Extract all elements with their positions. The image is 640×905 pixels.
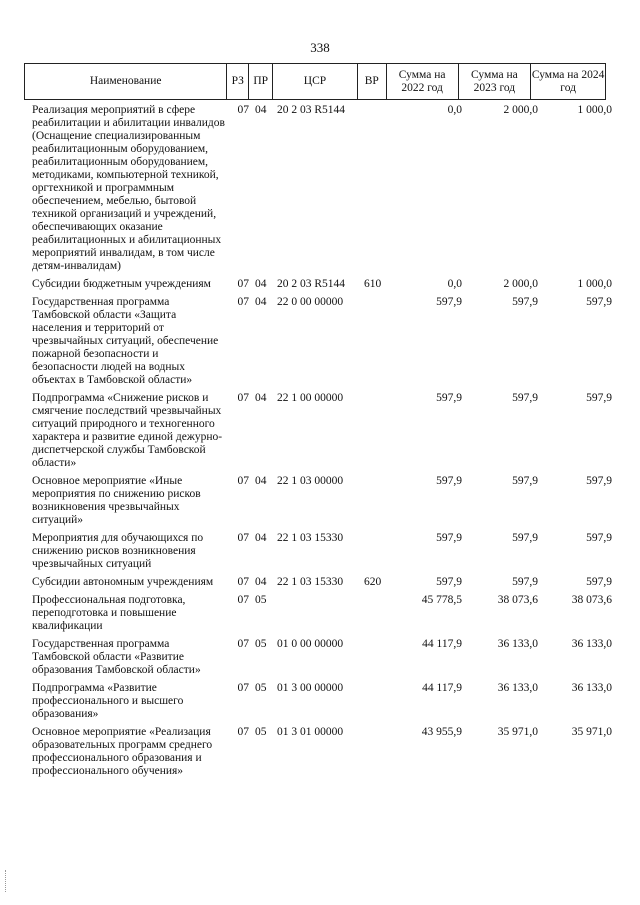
header-vr: ВР bbox=[358, 64, 387, 99]
row-pr: 04 bbox=[255, 278, 267, 290]
row-sum-2023: 2 000,0 bbox=[503, 278, 538, 290]
row-vr bbox=[364, 296, 396, 387]
row-sum-2024: 36 133,0 bbox=[571, 682, 612, 694]
table-row bbox=[24, 576, 624, 589]
row-rz: 07 bbox=[237, 576, 249, 588]
row-sum-2022: 44 117,9 bbox=[422, 638, 462, 650]
row-sum-2024: 597,9 bbox=[586, 576, 612, 588]
row-rz: 07 bbox=[237, 682, 249, 694]
row-sum-2022: 44 117,9 bbox=[422, 682, 462, 694]
row-csr: 22 1 03 00000 bbox=[277, 475, 344, 487]
row-vr bbox=[364, 638, 396, 677]
row-csr: 22 1 03 15330 bbox=[277, 576, 344, 588]
row-sum-2022: 45 778,5 bbox=[421, 594, 462, 606]
row-rz: 07 bbox=[237, 296, 249, 308]
table-row bbox=[24, 532, 624, 571]
row-csr: 01 3 01 00000 bbox=[277, 726, 344, 738]
header-sum-2022: Сумма на 2022 год bbox=[387, 64, 459, 99]
row-sum-2023: 597,9 bbox=[512, 576, 538, 588]
table-header bbox=[24, 63, 606, 100]
row-vr: 620 bbox=[364, 576, 382, 588]
row-sum-2022: 43 955,9 bbox=[421, 726, 462, 738]
row-name: Субсидии автономным учреждениям bbox=[32, 576, 214, 588]
row-name: Основное мероприятие «Иные мероприятия по снижению рисков возникновения чрезвычайных ситуаций» bbox=[32, 475, 201, 526]
row-rz: 07 bbox=[237, 638, 249, 650]
row-name: Подпрограмма «Снижение рисков и смягчение последствий чрезвычайных ситуаций природного и техногенного характера и развитие единой дежурно-диспетчерской службы Тамбовской области» bbox=[32, 392, 223, 469]
header-name: Наименование bbox=[25, 64, 227, 99]
header-pr: ПР bbox=[249, 64, 273, 99]
row-vr bbox=[364, 532, 396, 571]
row-vr bbox=[364, 392, 396, 470]
row-sum-2023: 38 073,6 bbox=[497, 594, 538, 606]
table-row bbox=[24, 296, 624, 387]
row-vr bbox=[364, 475, 396, 527]
row-sum-2024: 35 971,0 bbox=[571, 726, 612, 738]
row-pr: 04 bbox=[255, 532, 267, 544]
table-row bbox=[24, 726, 624, 778]
row-rz: 07 bbox=[237, 726, 249, 738]
row-rz: 07 bbox=[237, 532, 249, 544]
row-sum-2024: 597,9 bbox=[586, 296, 612, 308]
row-vr bbox=[364, 104, 396, 273]
row-csr: 22 1 03 15330 bbox=[277, 532, 344, 544]
row-pr: 04 bbox=[255, 392, 267, 404]
table-row bbox=[24, 278, 624, 291]
row-sum-2022: 597,9 bbox=[436, 576, 462, 588]
page-number: 338 bbox=[310, 40, 330, 55]
row-name: Реализация мероприятий в сфере реабилитации и абилитации инвалидов (Оснащение специализированным реабилитационным оборудованием, реабилитационным оборудованием, методиками, компьютерной техникой, оргтехникой и программным обеспечением, мебелью, бытовой техникой организаций и учреждений, обеспечивающих оказание реабилитационных и абилитационных мероприятий инвалидам, в том числе детям-инвалидам) bbox=[32, 104, 225, 272]
row-sum-2023: 597,9 bbox=[512, 296, 538, 308]
row-sum-2023: 35 971,0 bbox=[497, 726, 538, 738]
row-pr: 04 bbox=[255, 475, 267, 487]
row-pr: 04 bbox=[255, 576, 267, 588]
row-pr: 05 bbox=[255, 594, 267, 606]
row-sum-2022: 0,0 bbox=[447, 104, 462, 116]
row-sum-2024: 1 000,0 bbox=[577, 278, 612, 290]
row-pr: 04 bbox=[255, 104, 267, 116]
row-name: Подпрограмма «Развитие профессионального и высшего образования» bbox=[32, 682, 184, 720]
row-sum-2024: 38 073,6 bbox=[571, 594, 612, 606]
row-pr: 05 bbox=[255, 726, 267, 738]
row-name: Государственная программа Тамбовской области «Защита населения и территорий от чрезвычайных ситуаций, обеспечение пожарной безопасности и безопасности людей на водных объектах в Тамбовской области» bbox=[32, 296, 219, 386]
row-rz: 07 bbox=[237, 278, 249, 290]
row-sum-2023: 36 133,0 bbox=[497, 638, 538, 650]
row-csr: 01 3 00 00000 bbox=[277, 682, 344, 694]
header-rz: РЗ bbox=[227, 64, 249, 99]
table-row bbox=[24, 475, 624, 527]
row-sum-2023: 597,9 bbox=[512, 532, 538, 544]
row-rz: 07 bbox=[237, 104, 249, 116]
row-vr: 610 bbox=[364, 278, 382, 290]
row-sum-2023: 597,9 bbox=[512, 475, 538, 487]
row-sum-2022: 597,9 bbox=[436, 532, 462, 544]
row-rz: 07 bbox=[237, 392, 249, 404]
row-sum-2024: 597,9 bbox=[586, 532, 612, 544]
row-pr: 05 bbox=[255, 682, 267, 694]
row-sum-2024: 36 133,0 bbox=[571, 638, 612, 650]
row-csr: 20 2 03 R5144 bbox=[277, 278, 346, 290]
row-pr: 04 bbox=[255, 296, 267, 308]
row-csr: 22 0 00 00000 bbox=[277, 296, 344, 308]
table-row bbox=[24, 682, 624, 721]
table-body bbox=[24, 104, 624, 783]
row-sum-2022: 0,0 bbox=[447, 278, 462, 290]
row-csr: 20 2 03 R5144 bbox=[277, 104, 346, 116]
row-vr bbox=[364, 726, 396, 778]
table-row bbox=[24, 104, 624, 273]
row-csr: 22 1 00 00000 bbox=[277, 392, 344, 404]
row-csr: 01 0 00 00000 bbox=[277, 638, 344, 650]
row-pr: 05 bbox=[255, 638, 267, 650]
row-sum-2023: 36 133,0 bbox=[497, 682, 538, 694]
header-csr: ЦСР bbox=[273, 64, 358, 99]
row-sum-2024: 597,9 bbox=[586, 475, 612, 487]
row-vr bbox=[364, 682, 396, 721]
row-sum-2022: 597,9 bbox=[436, 296, 462, 308]
row-name: Профессиональная подготовка, переподготовка и повышение квалификации bbox=[32, 594, 186, 632]
row-sum-2023: 597,9 bbox=[512, 392, 538, 404]
scan-margin-mark bbox=[5, 870, 8, 892]
row-rz: 07 bbox=[237, 594, 249, 606]
row-name: Государственная программа Тамбовской области «Развитие образования Тамбовской области» bbox=[32, 638, 201, 676]
row-sum-2023: 2 000,0 bbox=[503, 104, 538, 116]
row-vr bbox=[364, 594, 396, 633]
header-sum-2023: Сумма на 2023 год bbox=[459, 64, 532, 99]
row-sum-2024: 1 000,0 bbox=[577, 104, 612, 116]
table-row bbox=[24, 594, 624, 633]
row-csr bbox=[274, 594, 364, 633]
row-name: Основное мероприятие «Реализация образовательных программ среднего профессионального образования и профессионального обучения» bbox=[32, 726, 213, 777]
row-name: Субсидии бюджетным учреждениям bbox=[32, 278, 211, 290]
header-sum-2024: Сумма на 2024 год bbox=[531, 68, 605, 94]
table-row bbox=[24, 392, 624, 470]
row-sum-2024: 597,9 bbox=[586, 392, 612, 404]
row-sum-2022: 597,9 bbox=[436, 475, 462, 487]
row-sum-2022: 597,9 bbox=[436, 392, 462, 404]
table-row bbox=[24, 638, 624, 677]
row-name: Мероприятия для обучающихся по снижению рисков возникновения чрезвычайных ситуаций bbox=[32, 532, 204, 570]
row-rz: 07 bbox=[237, 475, 249, 487]
